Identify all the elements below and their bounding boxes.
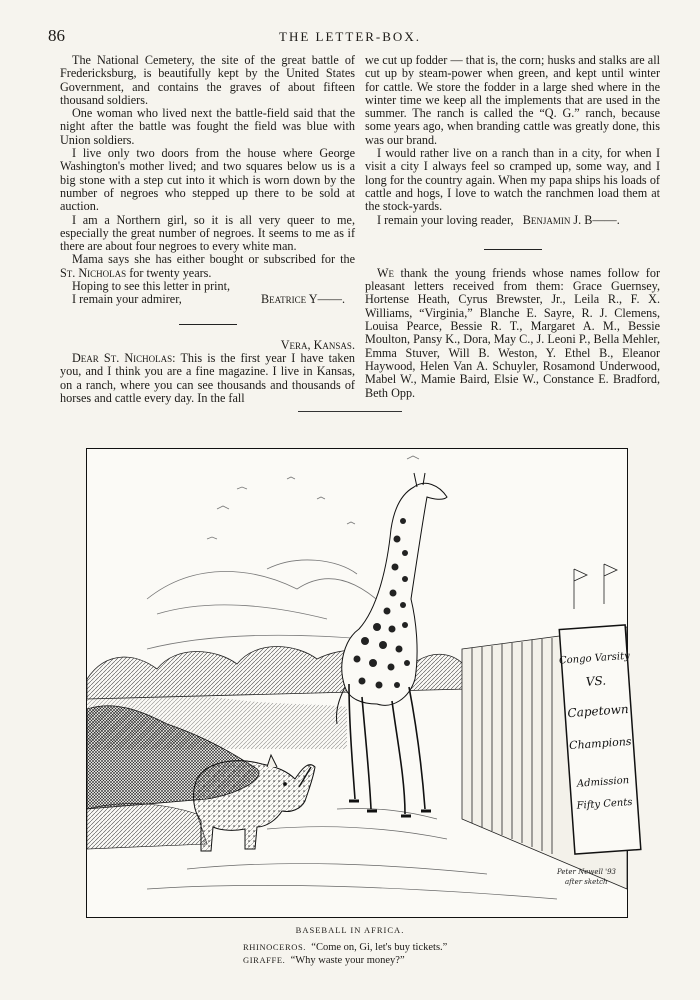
paragraph-text: This is the first year I have taken you, and I think you are a fine magazine. I live in Kansas, on a ranch, where you can see thousands and thousands of horses and cattle every day. In the fall bbox=[60, 350, 355, 405]
paragraph bbox=[365, 267, 660, 400]
paragraph: I would rather live on a ranch than in a city, for when I visit a city I always feel so cramped up, some way, and I long for the country again. When my papa ships his loads of cattle and hogs, I love to watch the ranchmen load them at the stock-yards. bbox=[365, 146, 660, 214]
paragraph bbox=[60, 352, 355, 405]
speaker: RHINOCEROS. bbox=[243, 942, 307, 952]
thanks-lead: We bbox=[377, 265, 395, 280]
paragraph: One woman who lived next the battle-field said that the night after the battle was fought the field was blue with Union soldiers. bbox=[60, 106, 355, 147]
closing: I remain your admirer, bbox=[72, 292, 182, 307]
paragraph: we cut up fodder — that is, the corn; husks and stalks are all cut up by steam-power when green, and kept until winter for cattle. We store the fodder in a large shed where in the winter time we keep all the implements that are used in the summer. The ranch is called the “Q. G.” ranch, because some years ago, when branding cattle was greatly done, this was our brand. bbox=[365, 53, 660, 147]
illustration-caption: BASEBALL IN AFRICA. bbox=[295, 925, 405, 935]
artist-signature-text: Peter Newell '93 bbox=[557, 868, 617, 876]
left-column bbox=[60, 54, 355, 405]
signature: Beatrice Y——. bbox=[261, 292, 345, 307]
dialogue-text: “Come on, Gi, let's buy tickets.” bbox=[311, 942, 448, 953]
caption-dialogue bbox=[243, 941, 447, 967]
magazine-name: St. Nicholas bbox=[60, 265, 127, 280]
letter-signoff bbox=[365, 214, 660, 227]
sign-line: Champions bbox=[568, 734, 632, 753]
sign-line: Fifty Cents bbox=[576, 796, 633, 812]
dialogue-line bbox=[243, 954, 447, 967]
sign-line: Admission bbox=[576, 775, 630, 790]
paragraph: The National Cemetery, the site of the great battle of Fredericksburg, is beautifully kept by the United States Government, and contains the graves of about fifteen thousand soldiers. bbox=[60, 53, 355, 107]
paragraph bbox=[60, 253, 355, 280]
paragraph-text: thank the young friends whose names follow for pleasant letters received from them: Grace Guernsey, Hortense Heath, Cyrus Brewster, Jr., Leila R., F. X. Williams, “Virginia,” Blanche E. Sayre, R. J. Clemens, Louisa Pearce, Bessie R. T., Margaret A. M., Bessie Moulton, Pansy K., Dora, May C., J. Leoni P., Bella Mehler, Emma Stuver, Will B. Weston, Y. Ethel B., Eleanor Haywood, Helen Van A. Schuyler, Rosamond Underwood, Mabel W., Mamie Baird, Elsie W., Constance E. Bradford, Beth Opp. bbox=[365, 265, 661, 400]
dateline: Vera, Kansas. bbox=[280, 337, 355, 352]
closing: I remain your loving reader, bbox=[377, 212, 514, 227]
rhinoceros bbox=[194, 755, 315, 851]
paragraph: I live only two doors from the house where George Washington's mother lived; and two squares below us is a big stone with a step cut into it which is worn down by the number of negroes who stepped up there to be sold at auction. bbox=[60, 146, 355, 214]
sign-line: VS. bbox=[585, 673, 607, 689]
section-divider bbox=[298, 411, 402, 412]
giraffe bbox=[336, 473, 447, 816]
page-header bbox=[42, 26, 658, 48]
right-column bbox=[365, 54, 660, 400]
page-number: 86 bbox=[48, 26, 65, 45]
illustration-drawing bbox=[87, 449, 633, 917]
paragraph-text: for twenty years. bbox=[129, 265, 212, 280]
sign-line: Capetown bbox=[567, 701, 630, 721]
running-title: THE LETTER-BOX. bbox=[279, 29, 421, 44]
divider bbox=[179, 324, 237, 325]
letter-signoff bbox=[60, 293, 355, 306]
signature: Benjamin J. B——. bbox=[522, 212, 620, 227]
dialogue-line bbox=[243, 941, 447, 954]
paragraph-text: Mama says she has either bought or subscribed for the bbox=[72, 252, 355, 267]
paragraph: I am a Northern girl, so it is all very queer to me, especially the great number of negroes. It seems to me as if there are about four negroes to every white man. bbox=[60, 212, 355, 254]
artist-signature-text: after sketch bbox=[565, 878, 608, 886]
sign-line: Congo Varsity bbox=[558, 650, 631, 667]
paragraph: Hoping to see this letter in print, bbox=[72, 279, 231, 294]
speaker: GIRAFFE. bbox=[243, 955, 286, 965]
illustration bbox=[86, 448, 633, 918]
dialogue-text: “Why waste your money?” bbox=[290, 955, 405, 966]
salutation: Dear St. Nicholas: bbox=[72, 350, 176, 365]
divider bbox=[484, 249, 542, 250]
